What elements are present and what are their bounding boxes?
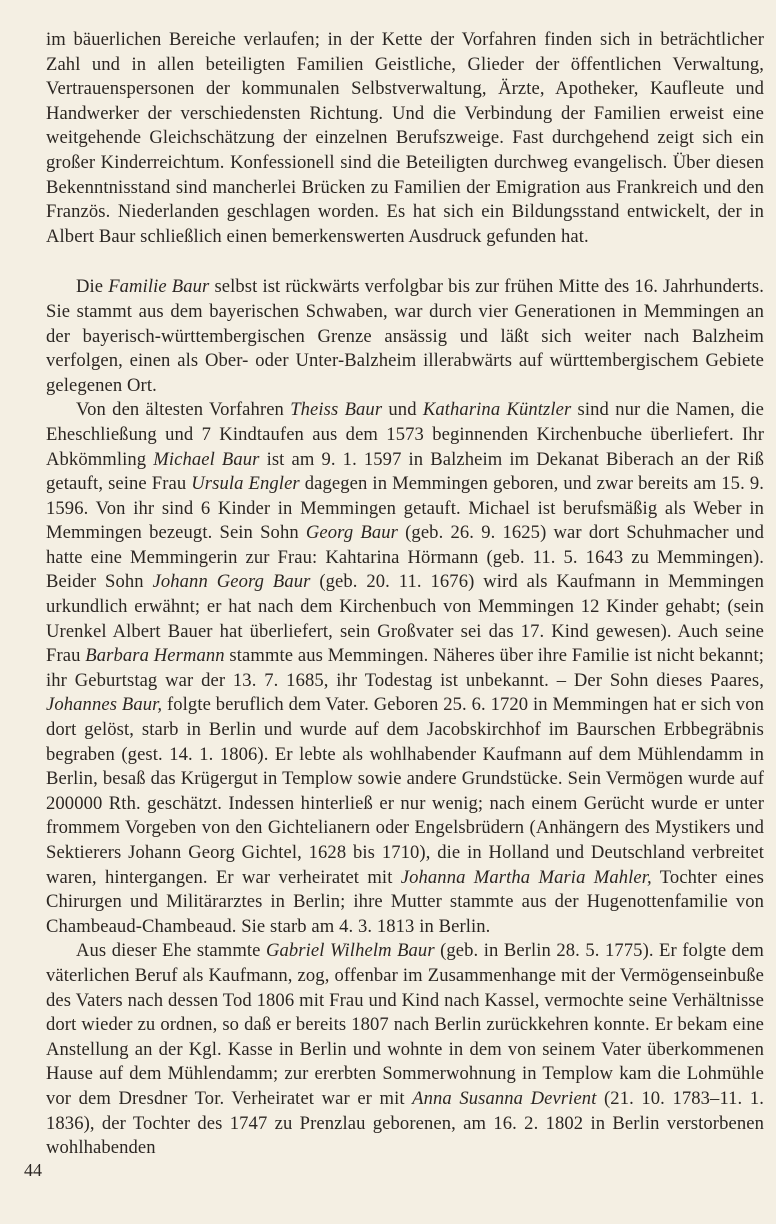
- text-run: dagegen in Memmingen geboren, und zwar bereits am 15. 9. 1596. Von ihr sind 6 Kinder in Memmingen getauft. Michael ist berufsmäßig als Weber in Memmingen bezeugt. Sein Sohn: [46, 473, 764, 544]
- text-run: und: [382, 399, 423, 421]
- person-name: Theiss Baur: [290, 399, 383, 421]
- paragraph: [46, 28, 764, 249]
- person-name: Georg Baur: [305, 522, 398, 544]
- text-run: im bäuerlichen Bereiche verlaufen; in der Kette der Vorfahren finden sich in beträchtlicher Zahl und in allen beteiligten Familien Geistliche, Glieder der öffentlichen Verwaltung, Vertrauenspersonen der kommunalen Selbstverwaltung, Ärzte, Apotheker, Kaufleute und Handwerker der verschiedensten Richtung. Und die Verbindung der Familien erweist eine weitgehende Gleichschätzung der einzelnen Berufszweige. Fast durchgehend zeigt sich ein großer Kinderreichtum. Konfessionell sind die Beteiligten durchweg evangelisch. Über diesen Bekenntnisstand sind mancherlei Brücken zu Familien der Emigration aus Frankreich und den Französ. Niederlanden geschlagen worden. Es hat sich ein Bildungsstand entwickelt, der in Albert Baur schließlich einen bemerkenswerten Ausdruck gefunden hat.: [46, 29, 764, 247]
- person-name: Ursula Engler: [191, 473, 300, 495]
- person-name: Johanna Martha Maria Mahler,: [400, 866, 652, 888]
- person-name: Barbara Hermann: [85, 645, 225, 667]
- person-name: Katharina Küntzler: [422, 399, 572, 421]
- paragraph: [46, 398, 764, 939]
- text-run: (geb. 20. 11. 1676) wird als Kaufmann in Memmingen urkundlich erwähnt; er hat nach dem Kirchenbuch von Memmingen 12 Kinder gehabt; (sein Urenkel Albert Bauer hat überliefert, sein Großvater sei das 17. Kind gewesen). Auch seine Frau: [46, 571, 764, 667]
- text-run: sind nur die Namen, die Eheschließung und 7 Kindtaufen aus dem 1573 beginnenden Kirchenbuche überliefert. Ihr Abkömmling: [46, 399, 764, 470]
- paragraph: [46, 275, 764, 398]
- text-run: (geb. in Berlin 28. 5. 1775). Er folgte dem väterlichen Beruf als Kaufmann, zog, offenbar im Zusammenhange mit der Vermögenseinbuße des Vaters nach dessen Tod 1806 mit Frau und Kind nach Kassel, vermochte seine Verhältnisse dort wieder zu ordnen, so daß er bereits 1807 nach Berlin zurückkehren konnte. Er bekam eine Anstellung an der Kgl. Kasse in Berlin und wohnte in dem von seinem Vater überkommenen Hause auf dem Mühlendamm; zur ererbten Sommerwohnung in Templow kam die Lohmühle vor dem Dresdner Tor. Verheiratet war er mit: [46, 940, 764, 1109]
- person-name: Johann Georg Baur: [152, 571, 311, 593]
- body-text: [46, 28, 764, 1161]
- text-run: (geb. 26. 9. 1625) war dort Schuhmacher und hatte eine Memmingerin zur Frau: Kahtarina Hörmann (geb. 11. 5. 1643 zu Memmingen). Beider Sohn: [46, 522, 765, 593]
- text-run: Aus dieser Ehe stammte: [76, 940, 266, 962]
- text-run: Die: [76, 276, 109, 298]
- person-name: Gabriel Wilhelm Baur: [265, 940, 435, 962]
- person-name: Anna Susanna Devrient: [412, 1087, 597, 1109]
- page-number: 44: [24, 1160, 42, 1180]
- text-run: Tochter eines Chirurgen und Militärarztes in Berlin; ihre Mutter stammte aus der Hugenottenfamilie von Chambeaud-Chambeaud. Sie starb am 4. 3. 1813 in Berlin.: [46, 866, 764, 937]
- person-name: Johannes Baur,: [46, 694, 163, 716]
- text-run: Von den ältesten Vorfahren: [76, 399, 291, 421]
- text-run: selbst ist rückwärts verfolgbar bis zur frühen Mitte des 16. Jahrhunderts. Sie stammt aus dem bayerischen Schwaben, war durch vier Generationen in Memmingen an der bayerisch-württembergischen Grenze ansässig und läßt sich weiter nach Balzheim verfolgen, einen als Ober- oder Unter-Balzheim illerabwärts auf württembergischem Gebiete gelegenen Ort.: [46, 276, 764, 396]
- text-run: ist am 9. 1. 1597 in Balzheim im Dekanat Biberach an der Riß getauft, seine Frau: [46, 448, 764, 495]
- text-run: folgte beruflich dem Vater. Geboren 25. 6. 1720 in Memmingen hat er sich von dort gelöst, starb in Berlin und wurde auf dem Jacobskirchhof im Baurschen Erbbegräbnis begraben (gest. 14. 1. 1806). Er lebte als wohlhabender Kaufmann auf dem Mühlendamm in Berlin, besaß das Krügergut in Templow sowie andere Grundstücke. Sein Vermögen wurde auf 200000 Rth. geschätzt. Indessen hinterließ er nur wenig; nach einem Gerücht wurde er unter frommem Vorgeben von den Gichtelianern oder Engelsbrüdern (Anhängern des Mystikers und Sektierers Johann Georg Gichtel, 1628 bis 1710), die in Holland und Deutschland verbreitet waren, hintergangen. Er war verheiratet mit: [46, 694, 764, 888]
- text-run: stammte aus Memmingen. Näheres über ihre Familie ist nicht bekannt; ihr Geburtstag war der 13. 7. 1685, ihr Todestag ist unbekannt. – Der Sohn dieses Paares,: [46, 645, 764, 691]
- person-name: Familie Baur: [108, 276, 210, 298]
- paragraph: [46, 939, 764, 1160]
- text-run: (21. 10. 1783–11. 1. 1836), der Tochter des 1747 zu Prenzlau geborenen, am 16. 2. 1802 in Berlin verstorbenen wohlhabenden: [46, 1087, 764, 1159]
- person-name: Michael Baur: [153, 448, 260, 470]
